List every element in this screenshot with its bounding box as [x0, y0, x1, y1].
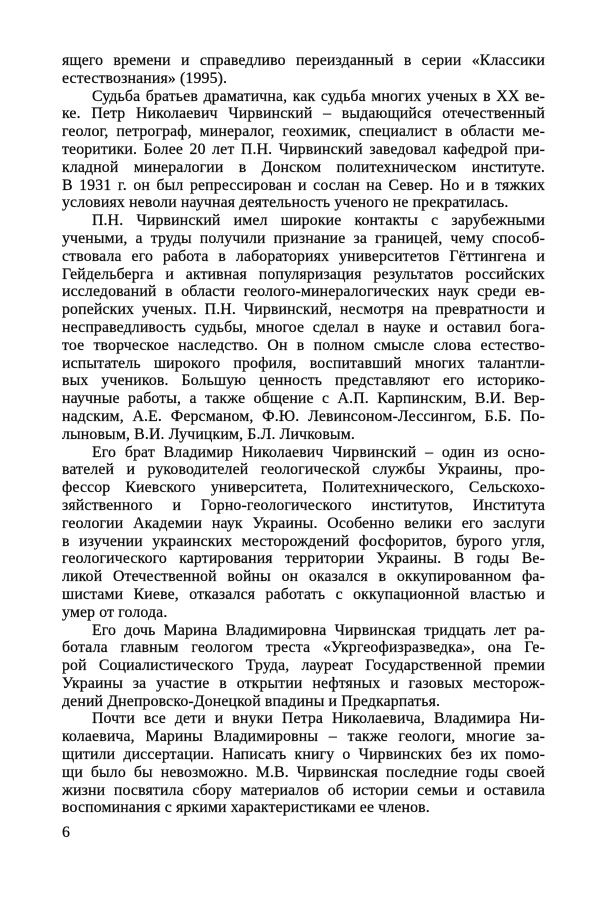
paragraph — [62, 710, 545, 817]
paragraph — [62, 212, 545, 443]
text-line: тое творческое наследство. Он в полном смысле слова естество- — [62, 336, 545, 354]
page-number: 6 — [62, 824, 71, 841]
text-block — [62, 52, 545, 817]
text-line: Судьба братьев драматична, как судьба многих ученых в XX ве- — [92, 87, 545, 105]
text-line: ботала главным геологом треста «Укргеофизразведка», она Ге- — [62, 639, 545, 657]
text-line: геолог, петрограф, минералог, геохимик, специалист в области ме- — [62, 123, 545, 141]
text-line: геологии Академии наук Украины. Особенно велики его заслуги — [62, 514, 545, 532]
text-line: рой Социалистического Труда, лауреат Государственной премии — [62, 657, 545, 675]
text-line: Украины за участие в открытии нефтяных и газовых месторож- — [62, 674, 545, 692]
text-line: в изучении украинских месторождений фосфоритов, бурого угля, — [62, 532, 545, 550]
text-line: условиях неволи научная деятельность ученого не прекратилась. — [62, 194, 509, 212]
paragraph — [62, 622, 545, 711]
text-line: фессор Киевского университета, Политехнического, Сельскохо- — [62, 479, 545, 497]
text-line: ликой Отечественной войны он оказался в оккупированном фа- — [62, 568, 545, 586]
text-line: ствовала его работа в лабораториях университетов Гёттингена и — [62, 247, 545, 265]
text-line: умер от голода. — [62, 603, 168, 621]
paragraph — [62, 444, 545, 622]
text-line: Его дочь Марина Владимировна Чирвинская тридцать лет ра- — [92, 621, 545, 639]
text-line: колаевича, Марины Владимировны – также геологи, многие за- — [62, 728, 545, 746]
text-line: лыновым, В.И. Лучицким, Б.Л. Личковым. — [62, 425, 355, 443]
text-line: П.Н. Чирвинский имел широкие контакты с зарубежными — [92, 212, 545, 230]
text-line: дений Днепровско-Донецкой впадины и Предкарпатья. — [62, 692, 441, 710]
text-line: вых учеников. Большую ценность представляют его историко- — [62, 372, 545, 390]
text-line: ке. Петр Николаевич Чирвинский – выдающийся отечественный — [62, 105, 545, 123]
text-line: жизни посвятила сбору материалов об истории семьи и оставила — [62, 781, 545, 799]
text-line: В 1931 г. он был репрессирован и сослан на Север. Но и в тяжких — [62, 176, 545, 194]
text-line: исследований в области геолого-минералогических наук среди ев- — [62, 283, 545, 301]
paragraph — [62, 52, 545, 88]
text-line: зяйственного и Горно-геологического институтов, Института — [62, 496, 545, 514]
text-line: вателей и руководителей геологической службы Украины, про- — [62, 461, 545, 479]
text-line: учеными, а труды получили признание за границей, чему способ- — [62, 229, 545, 247]
text-line: испытатель широкого профиля, воспитавший многих талантли- — [62, 354, 545, 372]
paragraph — [62, 88, 545, 213]
text-line: воспоминания с яркими характеристиками ее членов. — [62, 799, 430, 817]
text-line: шистами Киеве, отказался работать с оккупационной властью и — [62, 585, 545, 603]
text-line: кладной минералогии в Донском политехническом институте. — [62, 158, 545, 176]
text-line: надским, А.Е. Ферсманом, Ф.Ю. Левинсоном-Лессингом, Б.Б. По- — [62, 407, 545, 425]
text-line: теоритики. Более 20 лет П.Н. Чирвинский заведовал кафедрой при- — [62, 140, 545, 158]
text-line: ропейских ученых. П.Н. Чирвинский, несмотря на превратности и — [62, 301, 545, 319]
text-line: геологического картирования территории Украины. В годы Ве- — [62, 550, 545, 568]
text-line: ящего времени и справедливо переизданный в серии «Классики — [62, 52, 545, 69]
text-line: Его брат Владимир Николаевич Чирвинский – один из осно- — [92, 443, 545, 461]
text-line: Гейдельберга и активная популяризация результатов российских — [62, 265, 545, 283]
text-line: естествознания» (1995). — [62, 69, 228, 87]
text-line: щитили диссертации. Написать книгу о Чирвинских без их помо- — [62, 746, 545, 764]
text-line: щи было бы невозможно. М.В. Чирвинская последние годы своей — [62, 763, 545, 781]
text-line: несправедливость судьбы, многое сделал в науке и оставил бога- — [62, 318, 545, 336]
text-line: научные работы, а также общение с А.П. Карпинским, В.И. Вер- — [62, 390, 545, 408]
text-line: Почти все дети и внуки Петра Николаевича, Владимира Ни- — [92, 710, 545, 728]
